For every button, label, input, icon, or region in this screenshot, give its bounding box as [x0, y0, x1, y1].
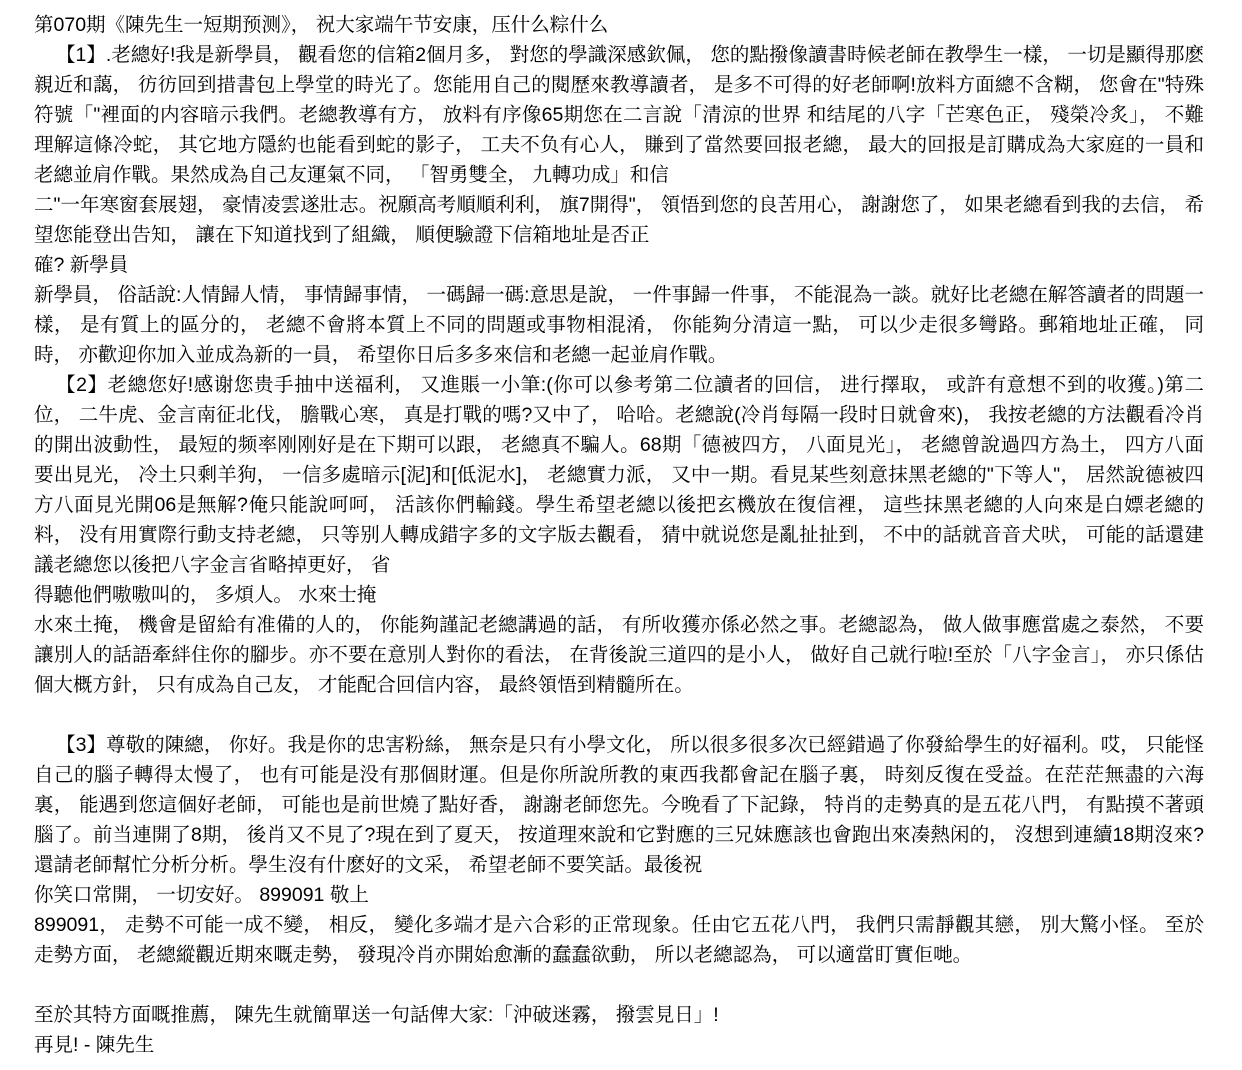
paragraph-reply-3: 899091， 走勢不可能一成不變， 相反， 變化多端才是六合彩的正常现象。任由它五花八門， 我們只需靜觀其戀， 別大驚小怪。 至於走勢方面， 老總縱觀近期來嘅走勢， 發現冷肖亦開始愈漸的蠢蠢欲動， 所以老總認為， 可以適當盯實佢哋。	[34, 914, 1204, 966]
section-spacer	[34, 700, 1204, 730]
paragraph-reply-1: 新學員， 俗話說:人情歸人情， 事情歸事情， 一碼歸一碼:意思是說， 一件事歸一件事， 不能混為一談。就好比老總在解答讀者的問題一樣， 是有質上的區分的， 老總不會將本質上不同的問題或事物相混淆， 你能夠分清這一點， 可以少走很多彎路。郵箱地址正確， 同時， 亦歡迎你加入並成為新的一員， 希望你日后多多來信和老總一起並肩作戰。	[34, 284, 1204, 366]
paragraph-reply-2: 水來土掩， 機會是留給有准備的人的， 你能夠謹記老總講過的話， 有所收獲亦係必然之事。老總認為， 做人做事應當處之泰然， 不要讓別人的話語牽絆住你的腳步。亦不要在意別人對你的看法， 在背後說三道四的是小人， 做好自己就行啦!至於「八字金言」， 亦只係估個大概方針， 只有成為自己友， 才能配合回信内容， 最終領悟到精髓所在。	[34, 614, 1204, 696]
paragraph-closing-recommendation: 至於其特方面嘅推薦， 陳先生就簡單送一句話俾大家:「沖破迷霧， 撥雲見日」!	[34, 1004, 719, 1026]
paragraph-letter-3-signature: 你笑口常開， 一切安好。 899091 敬上	[34, 884, 369, 906]
closing-spacer	[34, 970, 1204, 1000]
paragraph-letter-1-cont: 二"一年寒窗套展翅， 豪情凌雲遂壯志。祝願高考順順利利， 旗7開得"， 領悟到您的良苦用心， 謝謝您了， 如果老總看到我的去信， 希望您能登出告知， 讓在下知道找到了組織， 順便驗證下信箱地址是否正	[34, 194, 1204, 246]
paragraph-letter-2: 【2】老總您好!感谢您贵手抽中送福利， 又進賬一小筆:(你可以參考第二位讀者的回信， 进行擇取， 或許有意想不到的收獲。)第二位， 二牛虎、金言南征北伐， 膽戰心寒， 真是打戰的嗎?又中了， 哈哈。老總說(冷肖每隔一段时日就會來)， 我按老總的方法觀看冷肖的開出波動性， 最短的频率刚刚好是在下期可以跟， 老總真不騙人。68期「德被四方， 八面見光」， 老總曾說過四方為土， 四方八面要出見光， 冷土只剩羊狗， 一信多處暗示[泥]和[低泥水]， 老總實力派， 又中一期。看見某些刻意抹黑老總的"下等人"， 居然說德被四方八面見光開06是無解?俺只能說呵呵， 活該你們輸錢。學生希望老總以後把玄機放在復信裡， 這些抹黑老總的人向來是白嫖老總的料， 没有用實際行動支持老總， 只等别人轉成錯字多的文字版去觀看， 猜中就说您是亂扯扯到， 不中的話就音音犬吠， 可能的話還建議老總您以後把八字金言省略掉更好， 省	[34, 374, 1204, 576]
document-title-line: 第070期《陳先生一短期预测》， 祝大家端午节安康，压什么粽什么	[34, 14, 609, 36]
paragraph-letter-2-cont: 得聽他們嗷嗷叫的， 多煩人。 水來士掩	[34, 584, 377, 606]
paragraph-letter-1: 【1】.老總好!我是新學員， 觀看您的信箱2個月多， 對您的學識深感欽佩， 您的點撥像讀書時候老師在教學生一樣， 一切是顯得那麽親近和藹， 彷彷回到措書包上學堂的時光了。您能用自己的閱歷來教導讀者， 是多不可得的好老師啊!放料方面總不含糊， 您會在"特殊符號「"裡面的内容暗示我們。老總教導有方， 放料有序像65期您在二言說「清涼的世界 和结尾的八字「芒寒色正， 殘榮冷炙」， 不難理解這條冷蛇， 其它地方隱約也能看到蛇的影子， 工夫不负有心人， 賺到了當然要回报老總， 最大的回报是訂購成為大家庭的一員和老總並肩作戰。果然成為自己友運氣不同， 「智勇雙全， 九轉功成」和信	[34, 44, 1205, 186]
paragraph-letter-1-signature: 確? 新學員	[34, 254, 129, 276]
paragraph-letter-3: 【3】尊敬的陳總， 你好。我是你的忠害粉絲， 無奈是只有小學文化， 所以很多很多次已經錯過了你發給學生的好福利。哎， 只能怪自己的腦子轉得太慢了， 也有可能是没有那個財運。但是你所說所教的東西我都會記在腦子裏， 時刻反復在受益。在茫茫無盡的六海裏， 能遇到您這個好老師， 可能也是前世燒了點好香， 謝謝老師您先。今晚看了下記錄， 特肖的走勢真的是五花八門， 有點摸不著頭腦了。前当連開了8期， 後肖又不見了?現在到了夏天， 按道理來說和它對應的三兄妹應該也會跑出來凑熱闲的， 沒想到連續18期沒來?還請老師幫忙分析分析。學生沒有什麽好的文采， 希望老師不要笑話。最後祝	[34, 734, 1204, 876]
paragraph-closing-signoff: 再見! - 陳先生	[34, 1034, 155, 1056]
